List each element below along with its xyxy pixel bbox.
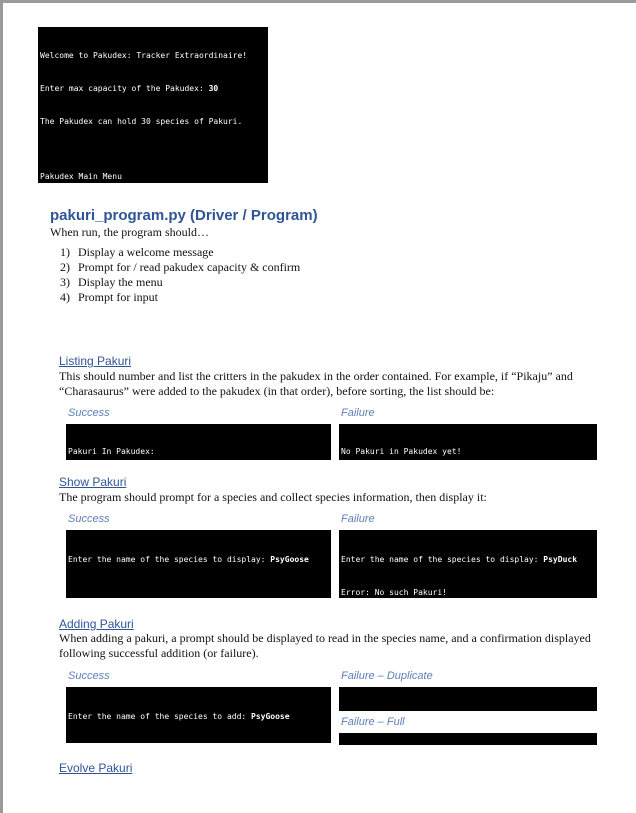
species-prompt: Enter the name of the species to display: [341, 555, 544, 564]
steps-list [60, 245, 300, 305]
adding-success-terminal [66, 687, 331, 743]
step-text: Display the menu [78, 275, 163, 289]
show-success-caption: Success [68, 513, 110, 525]
terminal-line [68, 554, 329, 565]
list-item [60, 290, 300, 305]
list-item [60, 260, 300, 275]
listing-pakuri-link[interactable]: Listing Pakuri [59, 354, 132, 368]
list-item [60, 275, 300, 290]
listing-description-line1: This should number and list the critters in the pakudex in the order contained. For example, if “Pikaju” and [59, 369, 573, 383]
step-number: 4) [60, 290, 70, 304]
species-input: PsyGoose [270, 555, 309, 564]
adding-pakuri-link[interactable]: Adding Pakuri [59, 617, 134, 631]
intro-terminal [38, 27, 268, 183]
adding-duplicate-terminal [339, 687, 597, 711]
listing-success-caption: Success [68, 407, 110, 419]
adding-success-caption: Success [68, 670, 110, 682]
show-pakuri-link[interactable]: Show Pakuri [59, 475, 127, 489]
step-text: Prompt for / read pakudex capacity & confirm [78, 260, 301, 274]
evolve-pakuri-link[interactable]: Evolve Pakuri [59, 761, 133, 775]
listing-failure-terminal [339, 424, 597, 460]
adding-full-caption: Failure – Full [341, 716, 405, 728]
terminal-line: The Pakudex can hold 30 species of Pakuri. [40, 117, 243, 126]
step-text: Prompt for input [78, 290, 158, 304]
list-item [60, 245, 300, 260]
terminal-line: Error: No such Pakuri! [341, 588, 447, 597]
section-heading: pakuri_program.py (Driver / Program) [50, 207, 318, 224]
intro-text: When run, the program should… [50, 225, 209, 239]
terminal-line: Pakudex Main Menu [40, 172, 122, 181]
terminal-line [40, 83, 266, 94]
terminal-line: Pakuri In Pakudex: [68, 447, 155, 456]
add-input: PsyGoose [251, 712, 290, 721]
page-top-border [0, 0, 636, 3]
terminal-line [341, 554, 595, 565]
terminal-line [341, 710, 595, 711]
page-left-border [0, 0, 3, 813]
show-failure-terminal [339, 530, 597, 598]
listing-description-line2: “Charasaurus” were added to the pakudex (in that order), before sorting, the list should be: [59, 384, 495, 398]
terminal-line [68, 711, 329, 722]
show-success-terminal [66, 530, 331, 598]
show-failure-caption: Failure [341, 513, 375, 525]
adding-description-line2: following successful addition (or failure). [59, 646, 259, 660]
step-text: Display a welcome message [78, 245, 214, 259]
step-number: 2) [60, 260, 70, 274]
step-number: 1) [60, 245, 70, 259]
capacity-prompt: Enter max capacity of the Pakudex: [40, 84, 209, 93]
adding-duplicate-caption: Failure – Duplicate [341, 670, 433, 682]
terminal-line: No Pakuri in Pakudex yet! [341, 447, 462, 456]
add-prompt: Enter the name of the species to add: [68, 712, 252, 721]
capacity-input: 30 [208, 84, 219, 93]
terminal-line: Welcome to Pakudex: Tracker Extraordinaire! [40, 51, 248, 60]
listing-success-terminal [66, 424, 331, 460]
adding-full-terminal [339, 733, 597, 745]
show-description: The program should prompt for a species and collect species information, then display it: [59, 490, 487, 504]
adding-description-line1: When adding a pakuri, a prompt should be displayed to read in the species name, and a confirmation displayed [59, 631, 591, 645]
listing-failure-caption: Failure [341, 407, 375, 419]
step-number: 3) [60, 275, 70, 289]
species-input: PsyDuck [543, 555, 578, 564]
species-prompt: Enter the name of the species to display: [68, 555, 271, 564]
